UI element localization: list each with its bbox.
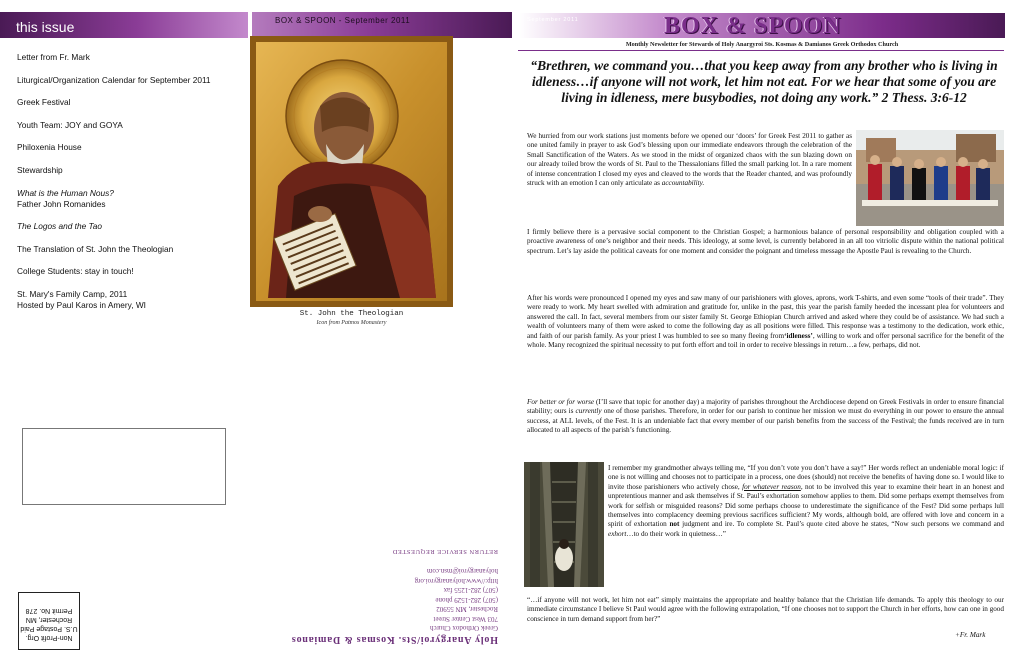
scripture-reference: 2 Thess. 3:6-12 [881, 90, 967, 105]
table-of-contents [17, 52, 252, 323]
return-line: (507) 282-1255 fax [443, 586, 498, 595]
return-line: 703 West Center Street [433, 615, 498, 623]
article-paragraph: After his words were pronounced I opened my eyes and saw many of our parishioners with gloves, aprons, work T-shirts, and even some “tools of their trade”. They were ready to work. My heart swelled with admiration and gratitude for, unlike in the past, this year the parish family heeded the incessant plea for volunteers and answered the call. In fact, several members from our sister family St. George Ethiopian Church arrived and asked where they could be of assistance. We had such a wealth of volunteers many of them were asked to come the following day as all positions were filled. This response was a testimony to the dedication, work ethic, and faith of our parish family. As your priest I was humbled to see so many fleeing from‘idleness’, willing to work and offer personal sacrifice for the benefit of the whole. Many recognized the spiritual necessity to put forth effort and toil in order to receive blessings in return…a few, perhaps, did not. [527, 294, 1004, 350]
article-paragraph: “…if anyone will not work, let him not eat” simply maintains the appropriate and healthy balance that the Christian life demands. To apply this theology to our immediate circumstance I believe St Paul would agree with the following extrapolation, “If one chooses not to support the Church in her efforts, how can one in good conscience in turn demand support from her?” [527, 596, 1004, 623]
icon-subcaption: Icon from Patmos Monastery [316, 320, 387, 326]
return-line: http://www.holyanargyroi.org [414, 577, 498, 585]
scripture-quote: “Brethren, we command you…that you keep away from any brother who is living in idleness…if anyone will not work, let him not eat. For we hear that some of you are living in idleness, mere busybodies, not doing any work.” 2 Thess. 3:6-12 [530, 58, 998, 105]
issue-date: September 2011 [527, 17, 579, 23]
return-line: (507) 282-1529 phone [435, 596, 498, 604]
masthead-rule [518, 50, 1004, 51]
author-signature: +Fr. Mark [955, 631, 986, 639]
toc-item[interactable]: Philoxenia House [17, 142, 82, 153]
toc-item[interactable]: St. Mary's Family Camp, 2011 Hosted by Paul Karos in Amery, WI [17, 288, 146, 310]
parish-name: Holy Anargyroi/Sts. Kosmas & Damianos [291, 634, 498, 645]
return-line: Rochester, MN 55902 [436, 605, 498, 614]
toc-item[interactable]: Letter from Fr. Mark [17, 52, 90, 62]
icon-caption: St. John the Theologian [299, 310, 404, 318]
return-line: Greek Orthodox Church [429, 624, 498, 633]
toc-item[interactable]: College Students: stay in touch! [17, 266, 134, 277]
return-address [198, 547, 498, 645]
festival-dancers-photo [856, 130, 1004, 226]
this-issue-heading: this issue [16, 19, 75, 35]
toc-item[interactable]: What is the Human Nous? Father John Romanides [17, 187, 114, 209]
st-john-icon-image [250, 36, 453, 307]
return-service-requested: RETURN SERVICE REQUESTED [392, 548, 498, 555]
toc-item[interactable]: Greek Festival [17, 97, 71, 108]
issue-band-title: BOX & SPOON - September 2011 [275, 16, 411, 25]
article-paragraph: I remember my grandmother always telling me, “If you don’t vote you don’t have a say!” Her words reflect an undeniable moral logic: if one is not willing and chooses not to participate in a process, one does (should) not receive the benefits of having done so. I would like to invite those parishioners who actively chose, for whatever reason, not to be involved this year to examine their heart in an honest and unpretentious manner and ask themselves if St. Paul’s exhortation somehow applies to them. Did some perhaps exempt themselves from work for selfish or misguided reasons? Did some perhaps choose to underestimate the significance of the Fest? Did some perhaps lull themselves into complacency deeming previous sacrifices sufficient? My words, although bold, are offered with love and concern in a spirit of exhortation not judgment and ire. To complete St. Paul’s quote cited above he states, “Now such persons we command and exhort…to do their work in quietness…” [608, 464, 1005, 538]
toc-item[interactable]: The Translation of St. John the Theologian [17, 243, 174, 254]
mailing-address-box [22, 428, 226, 505]
toc-item[interactable]: Stewardship [17, 164, 63, 175]
article-paragraph: We hurried from our work stations just moments before we opened our ‘doors’ for Greek Fest 2011 to gather as one united family in prayer to ask God’s blessing upon our immediate endeavors through the celebration of the Small Sanctification of the Waters. As we stood in the midst of organized chaos with the sun blazing down on our already toiled brow the words of St. Paul to the Thessalonians filled the small parking lot. In a rare moment of intense concentration I closed my eyes and cleaved to the words that the Reader chanted, and was profoundly struck with an emotion I can only articulate as accountability. [527, 132, 852, 188]
newsletter-masthead: BOX & SPOON [664, 13, 842, 39]
escalator-photo [524, 462, 604, 587]
article-paragraph: For better or for worse (I’ll save that topic for another day) a majority of parishes throughout the Archdiocese depend on Greek Festivals in order to ensure financial stability; ours is currently one of those parishes. Therefore, in order for our parish to continue her mission we must do everything in our power to ensure the annual success, at ALL levels, of the Fest. It is an undeniable fact that every member of our parish benefits from the success of the Festival; the funds received are in turn allocated to all aspects of the parish’s functioning. [527, 398, 1004, 435]
newsletter-subtitle: Monthly Newsletter for Stewards of Holy Anargyroi Sts. Kosmas & Damianos Greek Orthodox Church [625, 41, 899, 48]
toc-item[interactable]: Liturgical/Organization Calendar for September 2011 [17, 74, 211, 85]
toc-item[interactable]: Youth Team: JOY and GOYA [17, 119, 123, 130]
article-paragraph: I firmly believe there is a pervasive social component to the Christian Gospel; a harmonious balance of personal responsibility and obligation coupled with a proactive awareness of one’s neighbor and their needs. This ideology, at some level, is currently belabored in an all too vitriolic dispute within the national political spectrum. Let’s lay aside the political caveats for one moment and consider the poignant and timeless message the Apostle Paul is revealing to the Church. [527, 228, 1004, 255]
mailing-panel [18, 528, 498, 650]
toc-item[interactable]: The Logos and the Tao [17, 221, 103, 232]
postage-permit: Non-Profit Org. U.S. Postage Paid Rochester, MN Permit No. 278 [18, 592, 80, 650]
return-line: holyanargyroi@msn.com [426, 567, 498, 576]
